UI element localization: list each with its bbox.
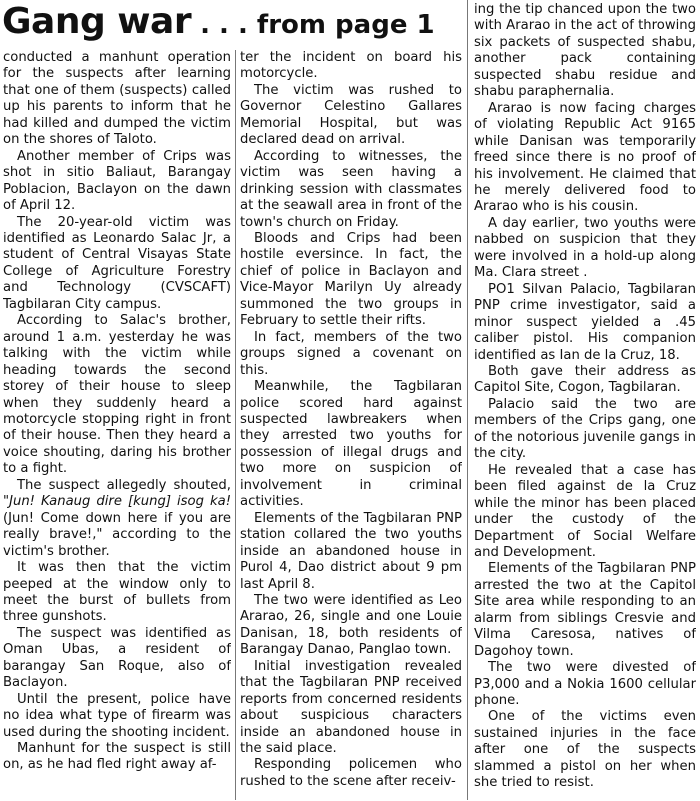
paragraph: conducted a manhunt operation for the suspects after learning that one of them (suspects) called up his parents to inform that he had killed and dumped the victim on the shores of Taloto. <box>3 50 231 148</box>
article-column-2 <box>240 50 462 800</box>
paragraph <box>3 478 231 560</box>
headline <box>2 0 466 50</box>
paragraph: The two were identified as Leo Ararao, 26, single and one Louie Danisan, 18, both residents of Barangay Danao, Panglao town. <box>240 592 462 658</box>
paragraph: ter the incident on board his motorcycle. <box>240 50 462 82</box>
paragraph: He revealed that a case has been filed against de la Cruz while the minor has been placed under the custody of the Department of Social Welfare and Development. <box>474 462 696 560</box>
paragraph: Bloods and Crips had been hostile eversince. In fact, the chief of police in Baclayon and Vice-Mayor Marilyn Uy already summoned the two groups in February to settle their rifts. <box>240 230 462 329</box>
article-column-3 <box>474 2 696 800</box>
paragraph: PO1 Silvan Palacio, Tagbilaran PNP crime investigator, said a minor suspect yielded a .45 caliber pistol. His companion identified as Ian de la Cruz, 18. <box>474 281 696 363</box>
paragraph: According to witnesses, the victim was seen having a drinking session with classmates at the seawall area in front of the town's church on Friday. <box>240 148 462 230</box>
paragraph-text: The suspect allegedly shouted, <box>17 477 231 493</box>
paragraph: Another member of Crips was shot in sitio Baliaut, Barangay Poblacion, Baclayon on the dawn of April 12. <box>3 148 231 214</box>
paragraph-text: (Jun! Come down here if you are really brave!," according to the victim's brother. <box>3 510 231 559</box>
paragraph: Elements of the Tagbilaran PNP arrested the two at the Capitol Site area while responding to an alarm from siblings Cresvie and Vilma Caresosa, natives of Dagohoy town. <box>474 561 696 659</box>
quote-text: "Jun! Kanaug dire [kung] isog ka! <box>3 494 231 510</box>
paragraph: The suspect was identified as Oman Ubas, a resident of barangay San Roque, also of Baclayon. <box>3 625 231 691</box>
paragraph: Both gave their address as Capitol Site, Cogon, Tagbilaran. <box>474 363 696 396</box>
paragraph: Responding policemen who rushed to the scene after receiv- <box>240 757 462 789</box>
article-column-1 <box>3 50 231 800</box>
paragraph: Palacio said the two are members of the Crips gang, one of the notorious juvenile gangs in the city. <box>474 396 696 462</box>
paragraph: In fact, members of the two groups signed a covenant on this. <box>240 329 462 378</box>
paragraph: ing the tip chanced upon the two with Ararao in the act of throwing six packets of suspected shabu, another pack containing suspected shabu residue and shabu paraphernalia. <box>474 2 696 100</box>
paragraph: One of the victims even sustained injuries in the face after one of the suspects slammed a pistol on her when she tried to resist. <box>474 709 696 791</box>
paragraph: Ararao is now facing charges of violating Republic Act 9165 while Danisan was temporarily freed since there is no proof of his involvement. He claimed that he merely delivered food to Ararao who is his cousin. <box>474 100 696 215</box>
paragraph: The victim was rushed to Governor Celestino Gallares Memorial Hospital, but was declared dead on arrival. <box>240 82 462 148</box>
column-divider <box>235 50 236 800</box>
column-divider <box>467 0 468 800</box>
headline-continuation: . . . from page 1 <box>191 10 435 40</box>
paragraph: Meanwhile, the Tagbilaran police scored hard against suspected lawbreakers when they arrested two youths for possession of illegal drugs and two more on suspicion of involvement in criminal activities. <box>240 379 462 510</box>
paragraph: The two were divested of P3,000 and a Nokia 1600 cellular phone. <box>474 660 696 709</box>
paragraph: The 20-year-old victim was identified as Leonardo Salac Jr, a student of Central Visayas State College of Agriculture Forestry and Technology (CVSCAFT) Tagbilaran City campus. <box>3 214 231 312</box>
paragraph: It was then that the victim peeped at the window only to meet the burst of bullets from three gunshots. <box>3 560 231 625</box>
paragraph: A day earlier, two youths were nabbed on suspicion that they were involved in a hold-up along Ma. Clara street . <box>474 215 696 281</box>
paragraph: Manhunt for the suspect is still on, as he had fled right away af- <box>3 741 231 773</box>
paragraph: Initial investigation revealed that the Tagbilaran PNP received reports from concerned residents about suspicious characters inside an abandoned house in the said place. <box>240 658 462 757</box>
paragraph: Until the present, police have no idea what type of firearm was used during the shooting incident. <box>3 691 231 740</box>
paragraph: According to Salac's brother, around 1 a.m. yesterday he was talking with the victim while heading towards the second storey of their house to sleep when they suddenly heard a motorcycle stopping right in front of their house. Then they heard a voice shouting, daring his brother to a fight. <box>3 313 231 477</box>
paragraph: Elements of the Tagbilaran PNP station collared the two youths inside an abandoned house in Purol 4, Dao district about 9 pm last April 8. <box>240 510 462 592</box>
headline-main: Gang war <box>2 1 192 42</box>
